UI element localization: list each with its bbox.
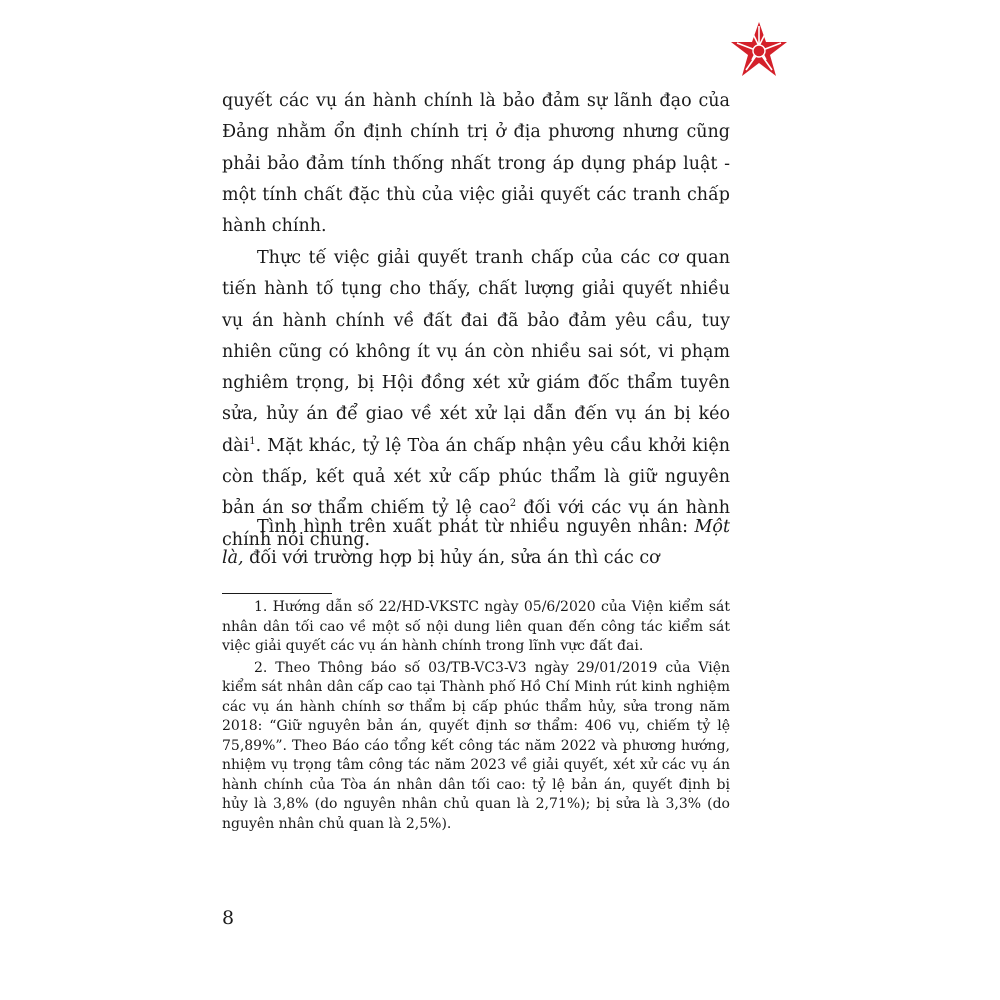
body-paragraph-3: [222, 512, 730, 575]
paragraph-1-text: quyết các vụ án hành chính là bảo đảm sự lãnh đạo của Đảng nhằm ổn định chính trị ở địa phương nhưng cũng phải bảo đảm tính thống nhất trong áp dụng pháp luật - một tính chất đặc thù của việc giải quyết các tranh chấp hành chính.: [222, 91, 730, 237]
page-number: 8: [222, 907, 235, 929]
paragraph-text: [222, 512, 730, 575]
footnote-ref-1: 1: [249, 435, 256, 447]
body-paragraph-1: [222, 86, 730, 242]
footnotes: [222, 598, 730, 836]
paragraph-2-text-c: đối với các vụ án hành chính nói chung.: [222, 498, 730, 550]
footnote-divider: [222, 593, 332, 594]
paragraph-3-italic: Một là,: [222, 517, 730, 569]
red-star-icon: [728, 20, 790, 82]
paragraph-2-text-a: Thực tế việc giải quyết tranh chấp của các cơ quan tiến hành tố tụng cho thấy, chất lượng giải quyết nhiều vụ án hành chính về đất đai đã bảo đảm yêu cầu, tuy nhiên cũng có không ít vụ án còn nhiều sai sót, vi phạm nghiêm trọng, bị Hội đồng xét xử giám đốc thẩm tuyên sửa, hủy án để giao về xét xử lại dẫn đến vụ án bị kéo dài: [222, 248, 730, 456]
body-paragraph-2: [222, 243, 730, 556]
paragraph-text: [222, 86, 730, 242]
footnote-2: 2. Theo Thông báo số 03/TB-VC3-V3 ngày 29/01/2019 của Viện kiểm sát nhân dân cấp cao tại Thành phố Hồ Chí Minh rút kinh nghiệm các vụ án hành chính sơ thẩm bị cấp phúc thẩm hủy, sửa trong năm 2018: “Giữ nguyên bản án, quyết định sơ thẩm: 406 vụ, chiếm tỷ lệ 75,89%”. Theo Báo cáo tổng kết công tác năm 2022 và phương hướng, nhiệm vụ trọng tâm công tác năm 2023 về giải quyết, xét xử các vụ án hành chính của Tòa án nhân dân tối cao: tỷ lệ bản án, quyết định bị hủy là 3,8% (do nguyên nhân chủ quan là 2,71%); bị sửa là 3,3% (do nguyên nhân chủ quan là 2,5%).: [222, 659, 730, 832]
publisher-logo-icon: [728, 20, 790, 82]
paragraph-text: [222, 243, 730, 556]
footnote-1: 1. Hướng dẫn số 22/HD-VKSTC ngày 05/6/2020 của Viện kiểm sát nhân dân tối cao về một số nội dung liên quan đến công tác kiểm sát việc giải quyết các vụ án hành chính trong lĩnh vực đất đai.: [222, 599, 730, 654]
paragraph-3-text-b: đối với trường hợp bị hủy án, sửa án thì các cơ: [243, 548, 660, 569]
paragraph-2-text-b: . Mặt khác, tỷ lệ Tòa án chấp nhận yêu cầu khởi kiện còn thấp, kết quả xét xử cấp phúc thẩm là giữ nguyên bản án sơ thẩm chiếm tỷ lệ cao: [222, 435, 730, 519]
footnote-ref-2: 2: [509, 498, 517, 510]
paragraph-3-text-a: Tình hình trên xuất phát từ nhiều nguyên nhân:: [257, 517, 695, 537]
